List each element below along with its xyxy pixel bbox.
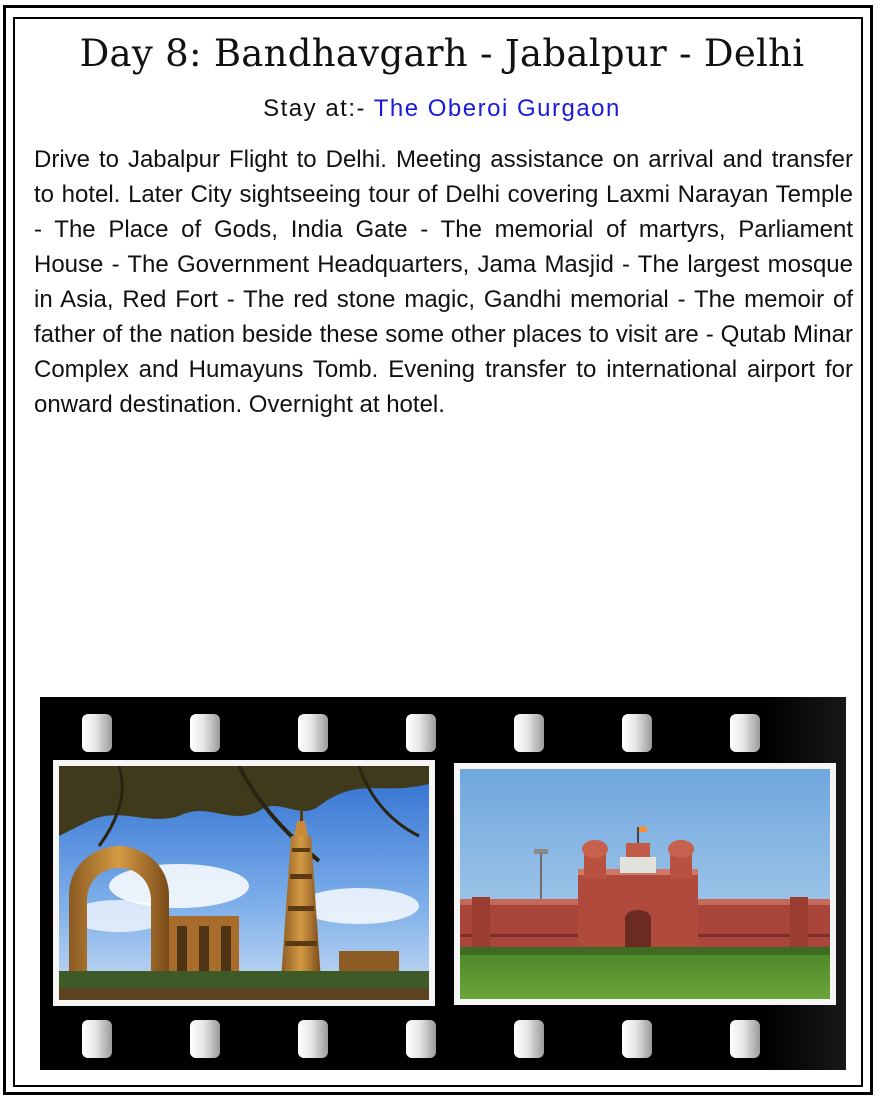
sprocket-hole: [190, 1020, 220, 1058]
day-title: Day 8: Bandhavgarh - Jabalpur - Delhi: [79, 32, 805, 75]
red-fort-photo-frame: [454, 763, 836, 1005]
red-fort-photo: [460, 769, 830, 999]
sprocket-hole: [730, 714, 760, 752]
day-description: Drive to Jabalpur Flight to Delhi. Meeting assistance on arrival and transfer to hotel. Later City sightseeing tour of Delhi covering Laxmi Narayan Temple - The Place of Gods, India Gate - The memorial of martyrs, Parliament House - The Government Headquarters, Jama Masjid - The largest mosque in Asia, Red Fort - The red stone magic, Gandhi memorial - The memoir of father of the nation beside these some other places to visit are - Qutab Minar Complex and Humayuns Tomb. Evening transfer to international airport for onward destination. Overnight at hotel.: [34, 146, 853, 418]
sprocket-hole: [730, 1020, 760, 1058]
sprocket-hole: [82, 714, 112, 752]
sprocket-hole: [190, 714, 220, 752]
qutab-minar-photo: [59, 766, 429, 1000]
sprocket-hole: [514, 1020, 544, 1058]
qutab-minar-illustration: [59, 766, 429, 1000]
sprocket-hole: [622, 1020, 652, 1058]
sprocket-hole: [406, 1020, 436, 1058]
stay-label: Stay at:-: [263, 95, 374, 122]
sprocket-hole: [298, 1020, 328, 1058]
red-fort-illustration: [460, 769, 830, 999]
sprocket-hole: [406, 714, 436, 752]
photo-filmstrip: [40, 697, 846, 1070]
qutab-minar-photo-frame: [53, 760, 435, 1006]
stay-line: [0, 95, 884, 123]
sprocket-hole: [622, 714, 652, 752]
sprocket-hole: [298, 714, 328, 752]
hotel-name-link[interactable]: The Oberoi Gurgaon: [373, 95, 621, 122]
sprocket-hole: [514, 714, 544, 752]
sprocket-hole: [82, 1020, 112, 1058]
